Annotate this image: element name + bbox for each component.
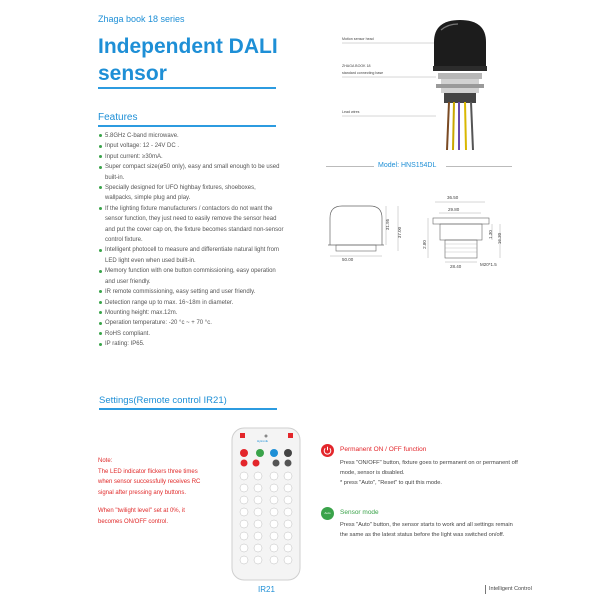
permanent-mode-desc: Press "ON/OFF" button, fixture goes to permanent on or permanent off mode, sensor is disabled. [340,460,518,476]
permanent-mode-title: Permanent ON / OFF function [340,446,427,453]
model-label: Model: HNS154DL [378,162,437,169]
features-list [99,131,285,350]
label-sensor-head: Motion sensor head [342,37,374,41]
list-item: 5.8GHz C-band microwave. [99,131,285,141]
dim-flange: 2.80 [421,240,427,249]
sensor-mode-body: Press "Auto" button, the sensor starts to work and all settings remain the same as the latest status before the light was switched on/off. [340,522,513,538]
remote-brand: Hytronik [257,439,269,443]
permanent-mode-quit: * press "Auto", "Reset" to quit this mode. [340,480,442,486]
settings-divider [99,408,277,410]
dim-thread-length: 16.30 [497,232,503,245]
note-title: Note: [98,458,113,464]
title-line-2: sensor [98,62,167,85]
list-item: Super compact size(ø50 only), easy and small enough to be used built-in. [99,162,285,183]
product-diagram [338,20,508,150]
list-item: Detection range up to max. 16~18m in diameter. [99,298,285,308]
dim-thread-diameter: 28.40 [450,264,462,269]
dim-base-outer: 36.50 [447,195,459,200]
list-item: Operation temperature: -20 °c ~ + 70 °c. [99,318,285,328]
dim-base-inner: 29.80 [448,207,460,212]
list-item: Mounting height: max.12m. [99,308,285,318]
technical-drawing [320,190,520,280]
list-item: Input current: ≥30mA. [99,152,285,162]
list-item: Specially designed for UFO highbay fixtures, shoeboxes, wallpacks, simple plug and play. [99,183,285,204]
dim-step: 1.30 [487,230,493,239]
dim-height-head: 31.95 [385,218,391,231]
label-base-line2: standard connecting base [342,71,384,75]
label-lead-wires: Lead wires [342,110,360,114]
note-twilight: When "twilight level" set at 0%, it becomes ON/OFF control. [98,508,185,525]
features-divider [98,125,276,127]
list-item: Input voltage: 12 - 24V DC . [99,141,285,151]
title-divider [98,87,276,89]
model-divider-right [446,166,512,167]
list-item: Memory function with one button commissioning, easy operation and user friendly. [99,266,285,287]
dim-height-total: 37.00 [397,226,403,239]
auto-icon: Auto [321,507,334,520]
page-title [98,33,278,87]
list-item: IR remote commissioning, easy setting and user friendly. [99,287,285,297]
features-heading: Features [98,112,138,123]
remote-control [230,426,302,582]
dim-width: 50.00 [342,257,354,262]
label-base-line1: ZHAGA BOOK 18 [342,64,371,68]
list-item: IP rating: IP65. [99,339,285,349]
power-icon [321,444,334,457]
footer-text: Intelligent Control [489,586,532,592]
title-line-1: Independent DALI [98,35,278,58]
series-label: Zhaga book 18 series [98,14,185,24]
permanent-mode-body [340,458,520,488]
list-item: Intelligent photocell to measure and differentiate natural light from LED light even when used built-in. [99,245,285,266]
footer-divider [485,585,486,594]
remote-control-image [230,426,302,582]
sensor-mode-title: Sensor mode [340,509,379,516]
dim-thread-spec: M20*1.5 [480,262,497,267]
list-item: RoHS compliant. [99,329,285,339]
remote-caption: IR21 [258,585,275,594]
settings-heading: Settings(Remote control IR21) [99,395,227,406]
list-item: If the lighting fixture manufacturers / contactors do not want the sensor function, they just need to easily remove the sensor head and put the cover cap on, the fixture becomes standard non-sensor control fixture. [99,204,285,246]
model-divider-left [326,166,374,167]
note-block [98,456,206,527]
note-body: The LED indicator flickers three times when sensor successfully receives RC signal after pressing any buttons. [98,468,201,496]
